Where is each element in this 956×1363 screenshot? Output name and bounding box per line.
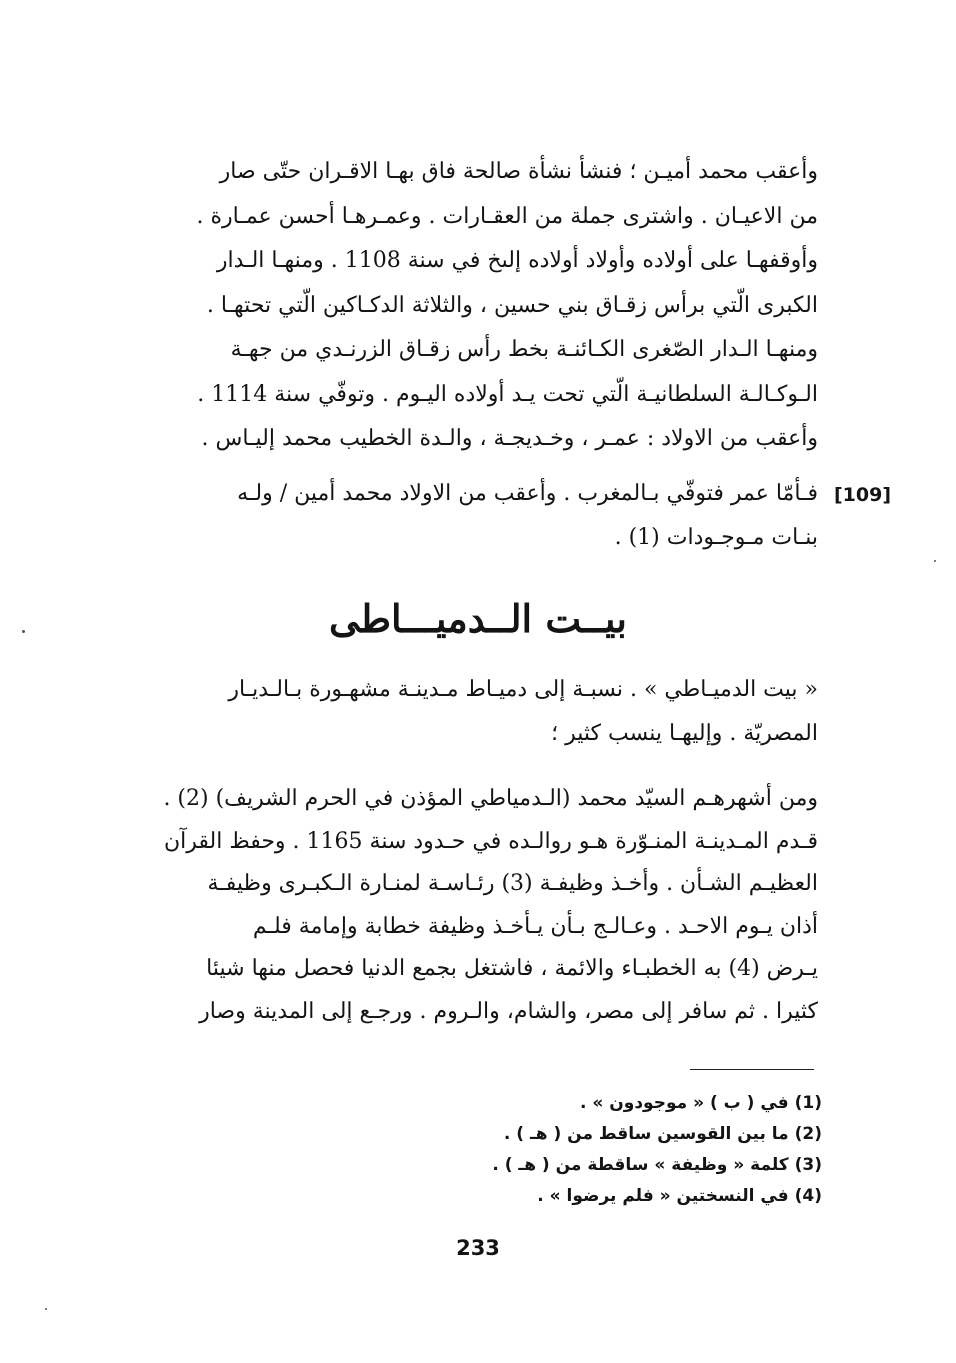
text-line: « بيت الدميـاطي » . نسبـة إلى دميـاط مـدينـة مشهـورة بـالـديـار <box>228 677 818 702</box>
paragraph-omar <box>150 472 818 560</box>
footnotes <box>430 1088 822 1212</box>
text-line: يـرض (4) به الخطبـاء والائمة ، فاشتغل بجمع الدنيا فحصل منها شيئا <box>206 956 818 981</box>
paragraph-amin <box>150 150 818 462</box>
text-line: فـأمّا عمر فتوفّي بـالمغرب . وأعقب من الاولاد محمد أمين / ولـه <box>237 481 818 506</box>
scan-speck <box>934 560 936 562</box>
text-line: ومن أشهرهـم السيّد محمد (الـدمياطي المؤذن في الحرم الشريف) (2) . <box>163 786 818 811</box>
text-line: وأعقب محمد أميـن ؛ فنشأ نشأة صالحة فاق بهـا الاقـران حتّى صار <box>219 159 818 184</box>
scan-speck <box>22 630 25 633</box>
footnote: (2) ما بين القوسين ساقط من ( هـ ) . <box>503 1124 822 1144</box>
text-line: الكبرى الّتي برأس زقـاق بني حسين ، والثلاثة الدكـاكين الّتي تحتهـا . <box>206 292 818 318</box>
page-number: 233 <box>456 1236 500 1260</box>
text-line: من الاعيـان . واشترى جملة من العقـارات . وعمـرهـا أحسن عمـارة . <box>196 203 818 229</box>
text-line: وأعقب من الاولاد : عمـر ، وخـديجـة ، والـدة الخطيب محمد إليـاس . <box>201 426 818 451</box>
text-line: ومنهـا الـدار الصّغرى الكـائنـة بخط رأس زقـاق الزرنـدي من جهـة <box>230 337 818 362</box>
text-line: وأوقفهـا على أولاده وأولاد أولاده إلىخ في سنة 1108 . ومنهـا الـدار <box>216 248 818 273</box>
footnote: (4) في النسختين « فلم يرضوا » . <box>537 1186 822 1206</box>
scan-speck <box>45 1308 47 1310</box>
paragraph-muhammad <box>150 778 818 1033</box>
text-line: بنـات مـوجـودات (1) . <box>614 525 818 550</box>
footnote: (3) كلمة « وظيفة » ساقطة من ( هـ ) . <box>492 1155 822 1175</box>
page-marker: [109] <box>834 484 892 506</box>
text-line: العظيـم الشـأن . وأخـذ وظيفـة (3) رئـاسـة لمنـارة الـكبـرى وظيفـة <box>207 871 818 896</box>
paragraph-intro <box>150 668 818 756</box>
text-line: قـدم المـدينـة المنـوّرة هـو روالـده في حـدود سنة 1165 . وحفظ القرآن <box>163 828 818 854</box>
text-line: كثيرا . ثم سافر إلى مصر، والشام، والـروم . ورجـع إلى المدينة وصار <box>199 998 818 1024</box>
text-line: المصريّة . وإليهـا ينسب كثير ؛ <box>551 721 818 746</box>
text-line: أذان يـوم الاحـد . وعـالـج بـأن يـأخـذ وظيفة خطابة وإمامة فلـم <box>252 913 818 939</box>
text-line: الـوكـالـة السلطانيـة الّتي تحت يـد أولاده اليـوم . وتوفّي سنة 1114 . <box>197 381 818 407</box>
footnote-divider <box>690 1069 814 1070</box>
section-heading: بيــت الــدميـــاطى <box>329 596 627 641</box>
footnote: (1) في ( ب ) « موجودون » . <box>579 1093 822 1113</box>
